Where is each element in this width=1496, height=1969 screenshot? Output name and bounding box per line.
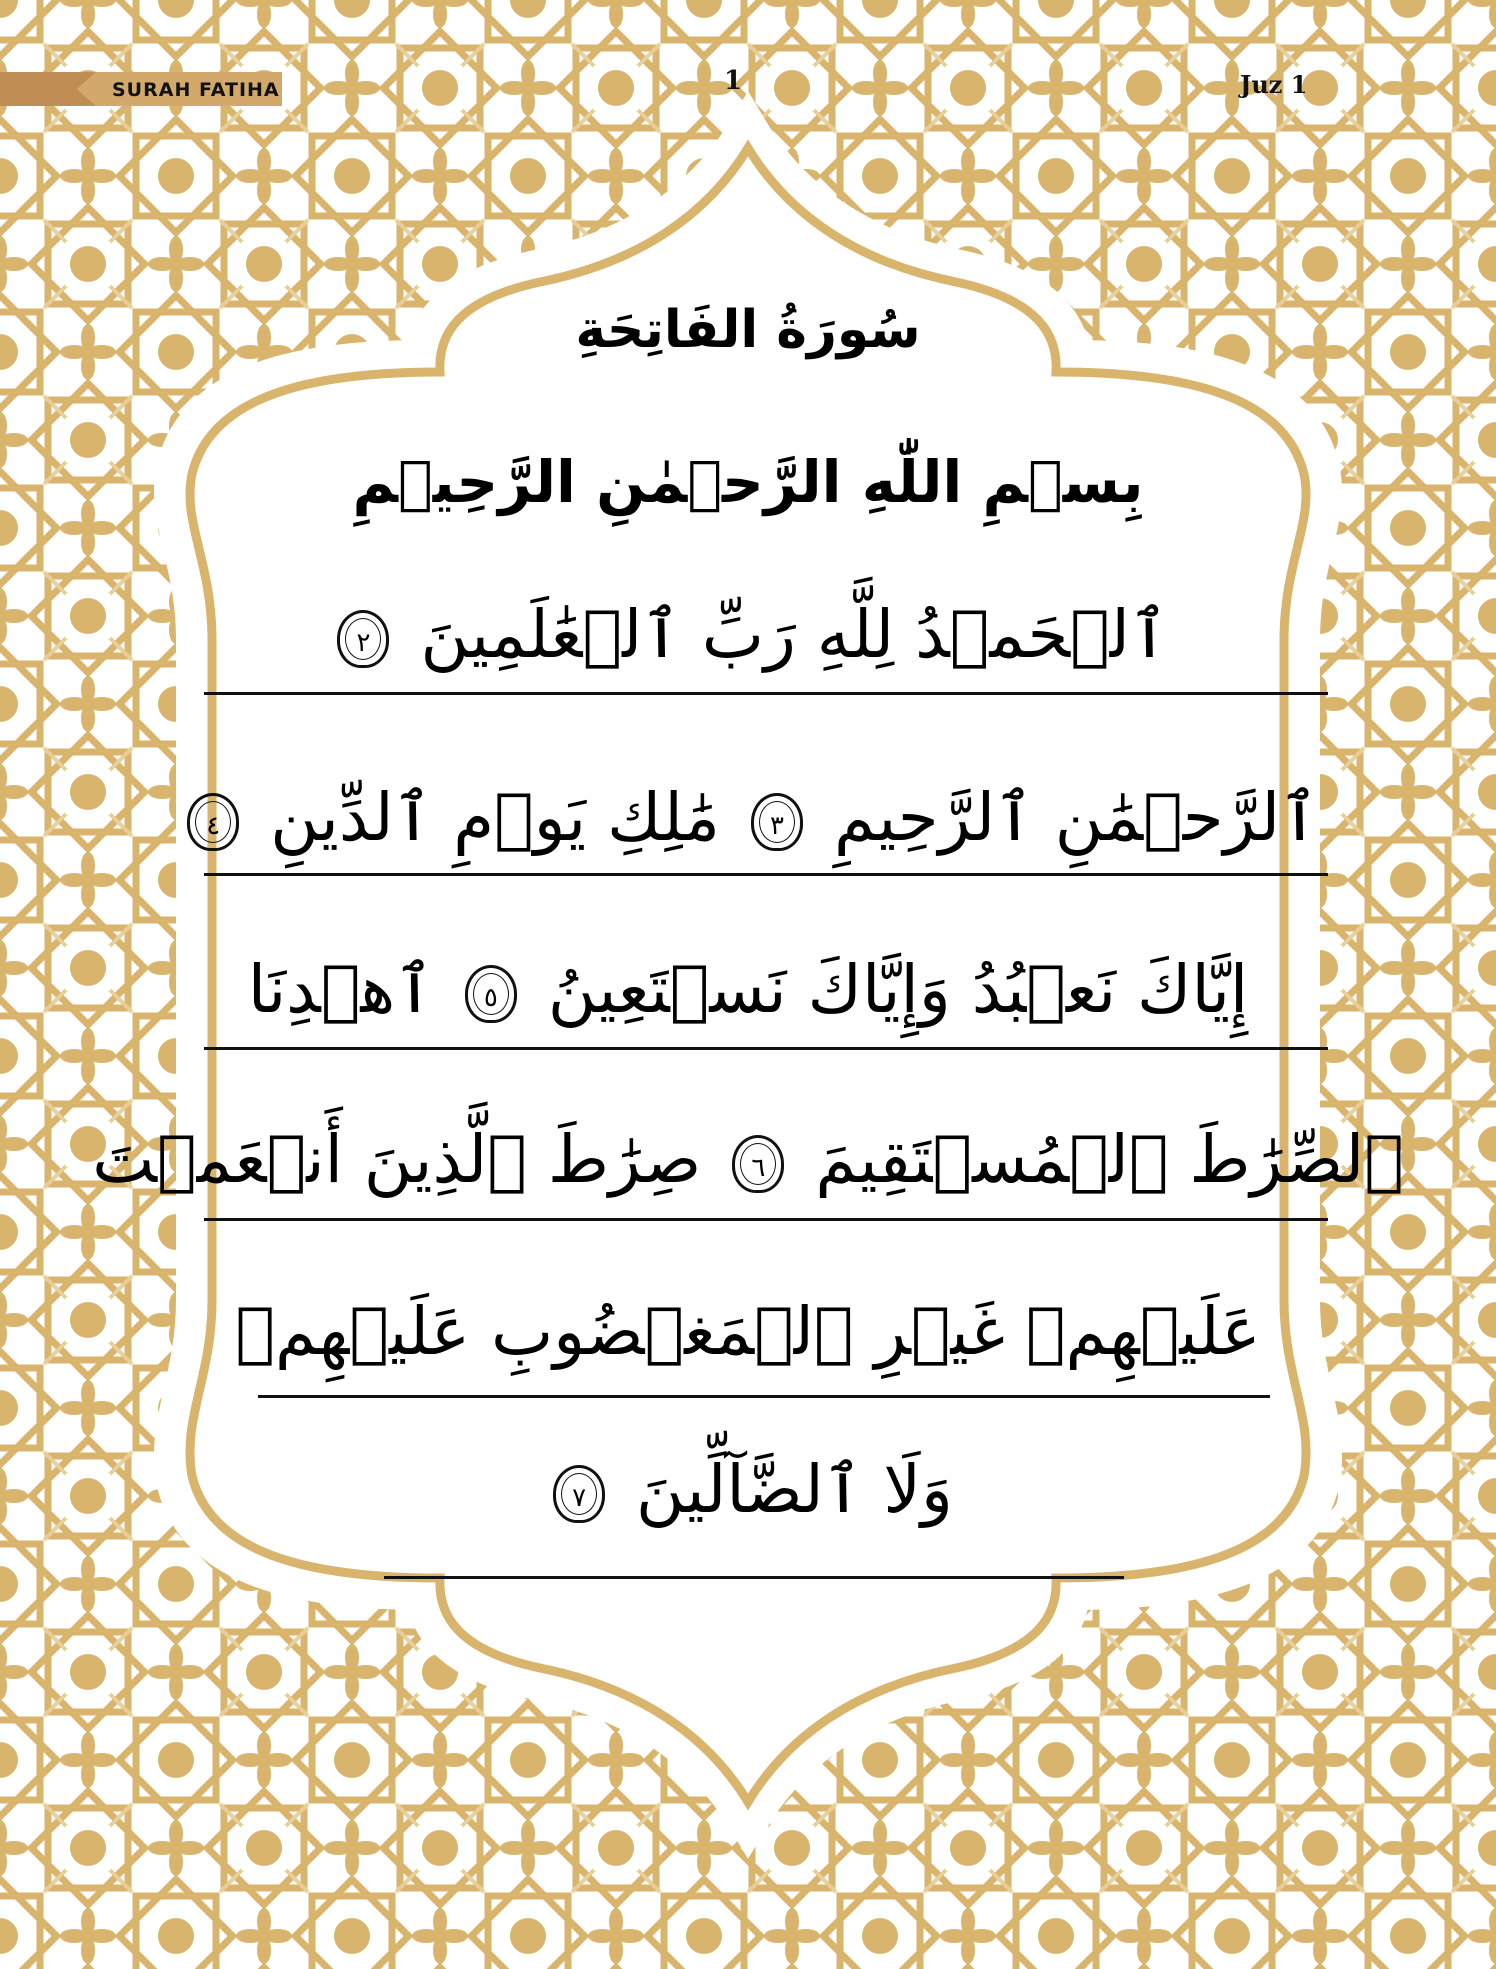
- verse-line-6: [0, 1440, 1496, 1540]
- line-divider: [204, 873, 1328, 876]
- ayah-number-marker: [187, 793, 239, 851]
- verse-text: إِيَّاكَ نَعۡبُدُ وَإِيَّاكَ نَسۡتَعِينُ: [547, 951, 1249, 1028]
- ayah-number: ٢: [356, 627, 371, 658]
- verse-text: عَلَيۡهِمۡ غَيۡرِ ٱلۡمَغۡضُوبِ عَلَيۡهِمۡ: [235, 1293, 1261, 1370]
- line-divider: [204, 692, 1328, 695]
- juz-label: Juz 1: [1240, 70, 1308, 99]
- verse-text: ٱلرَّحۡمَٰنِ ٱلرَّحِيمِ: [833, 779, 1319, 856]
- verse-text: وَلَا ٱلضَّآلِّينَ: [636, 1451, 953, 1528]
- ayah-number: ٣: [769, 810, 784, 841]
- ayah-number-marker: [553, 1465, 605, 1523]
- ayah-number-marker: [465, 965, 517, 1023]
- basmala: بِسۡمِ اللّٰهِ الرَّحۡمٰنِ الرَّحِيۡمِ: [352, 448, 1144, 516]
- surah-title: سُورَةُ الفَاتِحَةِ: [575, 300, 921, 360]
- verse-text: صِرَٰطَ ٱلَّذِينَ أَنۡعَمۡتَ: [92, 1121, 702, 1198]
- verse-text: ٱلۡحَمۡدُ لِلَّهِ رَبِّ ٱلۡعَٰلَمِينَ: [420, 596, 1169, 673]
- ayah-number: ٤: [206, 810, 221, 841]
- line-divider: [258, 1395, 1270, 1398]
- line-divider: [204, 1047, 1328, 1050]
- ayah-number: ٧: [572, 1482, 587, 1513]
- verse-line-5: [0, 1282, 1496, 1382]
- line-divider: [204, 1218, 1328, 1221]
- verse-line-2: [0, 768, 1496, 868]
- line-divider: [384, 1576, 1124, 1579]
- ayah-number-marker: [732, 1135, 784, 1193]
- verse-line-1: [0, 585, 1496, 685]
- verse-text: ٱهۡدِنَا: [247, 951, 434, 1028]
- ayah-number: ٥: [483, 982, 498, 1013]
- verse-text: ٱلصِّرَٰطَ ٱلۡمُسۡتَقِيمَ: [815, 1121, 1404, 1198]
- surah-label: SURAH FATIHA: [112, 79, 280, 101]
- ayah-number: ٦: [751, 1152, 766, 1183]
- page-number: 1: [723, 66, 743, 96]
- verse-line-3: [0, 940, 1496, 1040]
- ayah-number-marker: [337, 610, 389, 668]
- verse-line-4: [0, 1110, 1496, 1210]
- verse-text: مَٰلِكِ يَوۡمِ ٱلدِّينِ: [270, 779, 720, 856]
- ayah-number-marker: [751, 793, 803, 851]
